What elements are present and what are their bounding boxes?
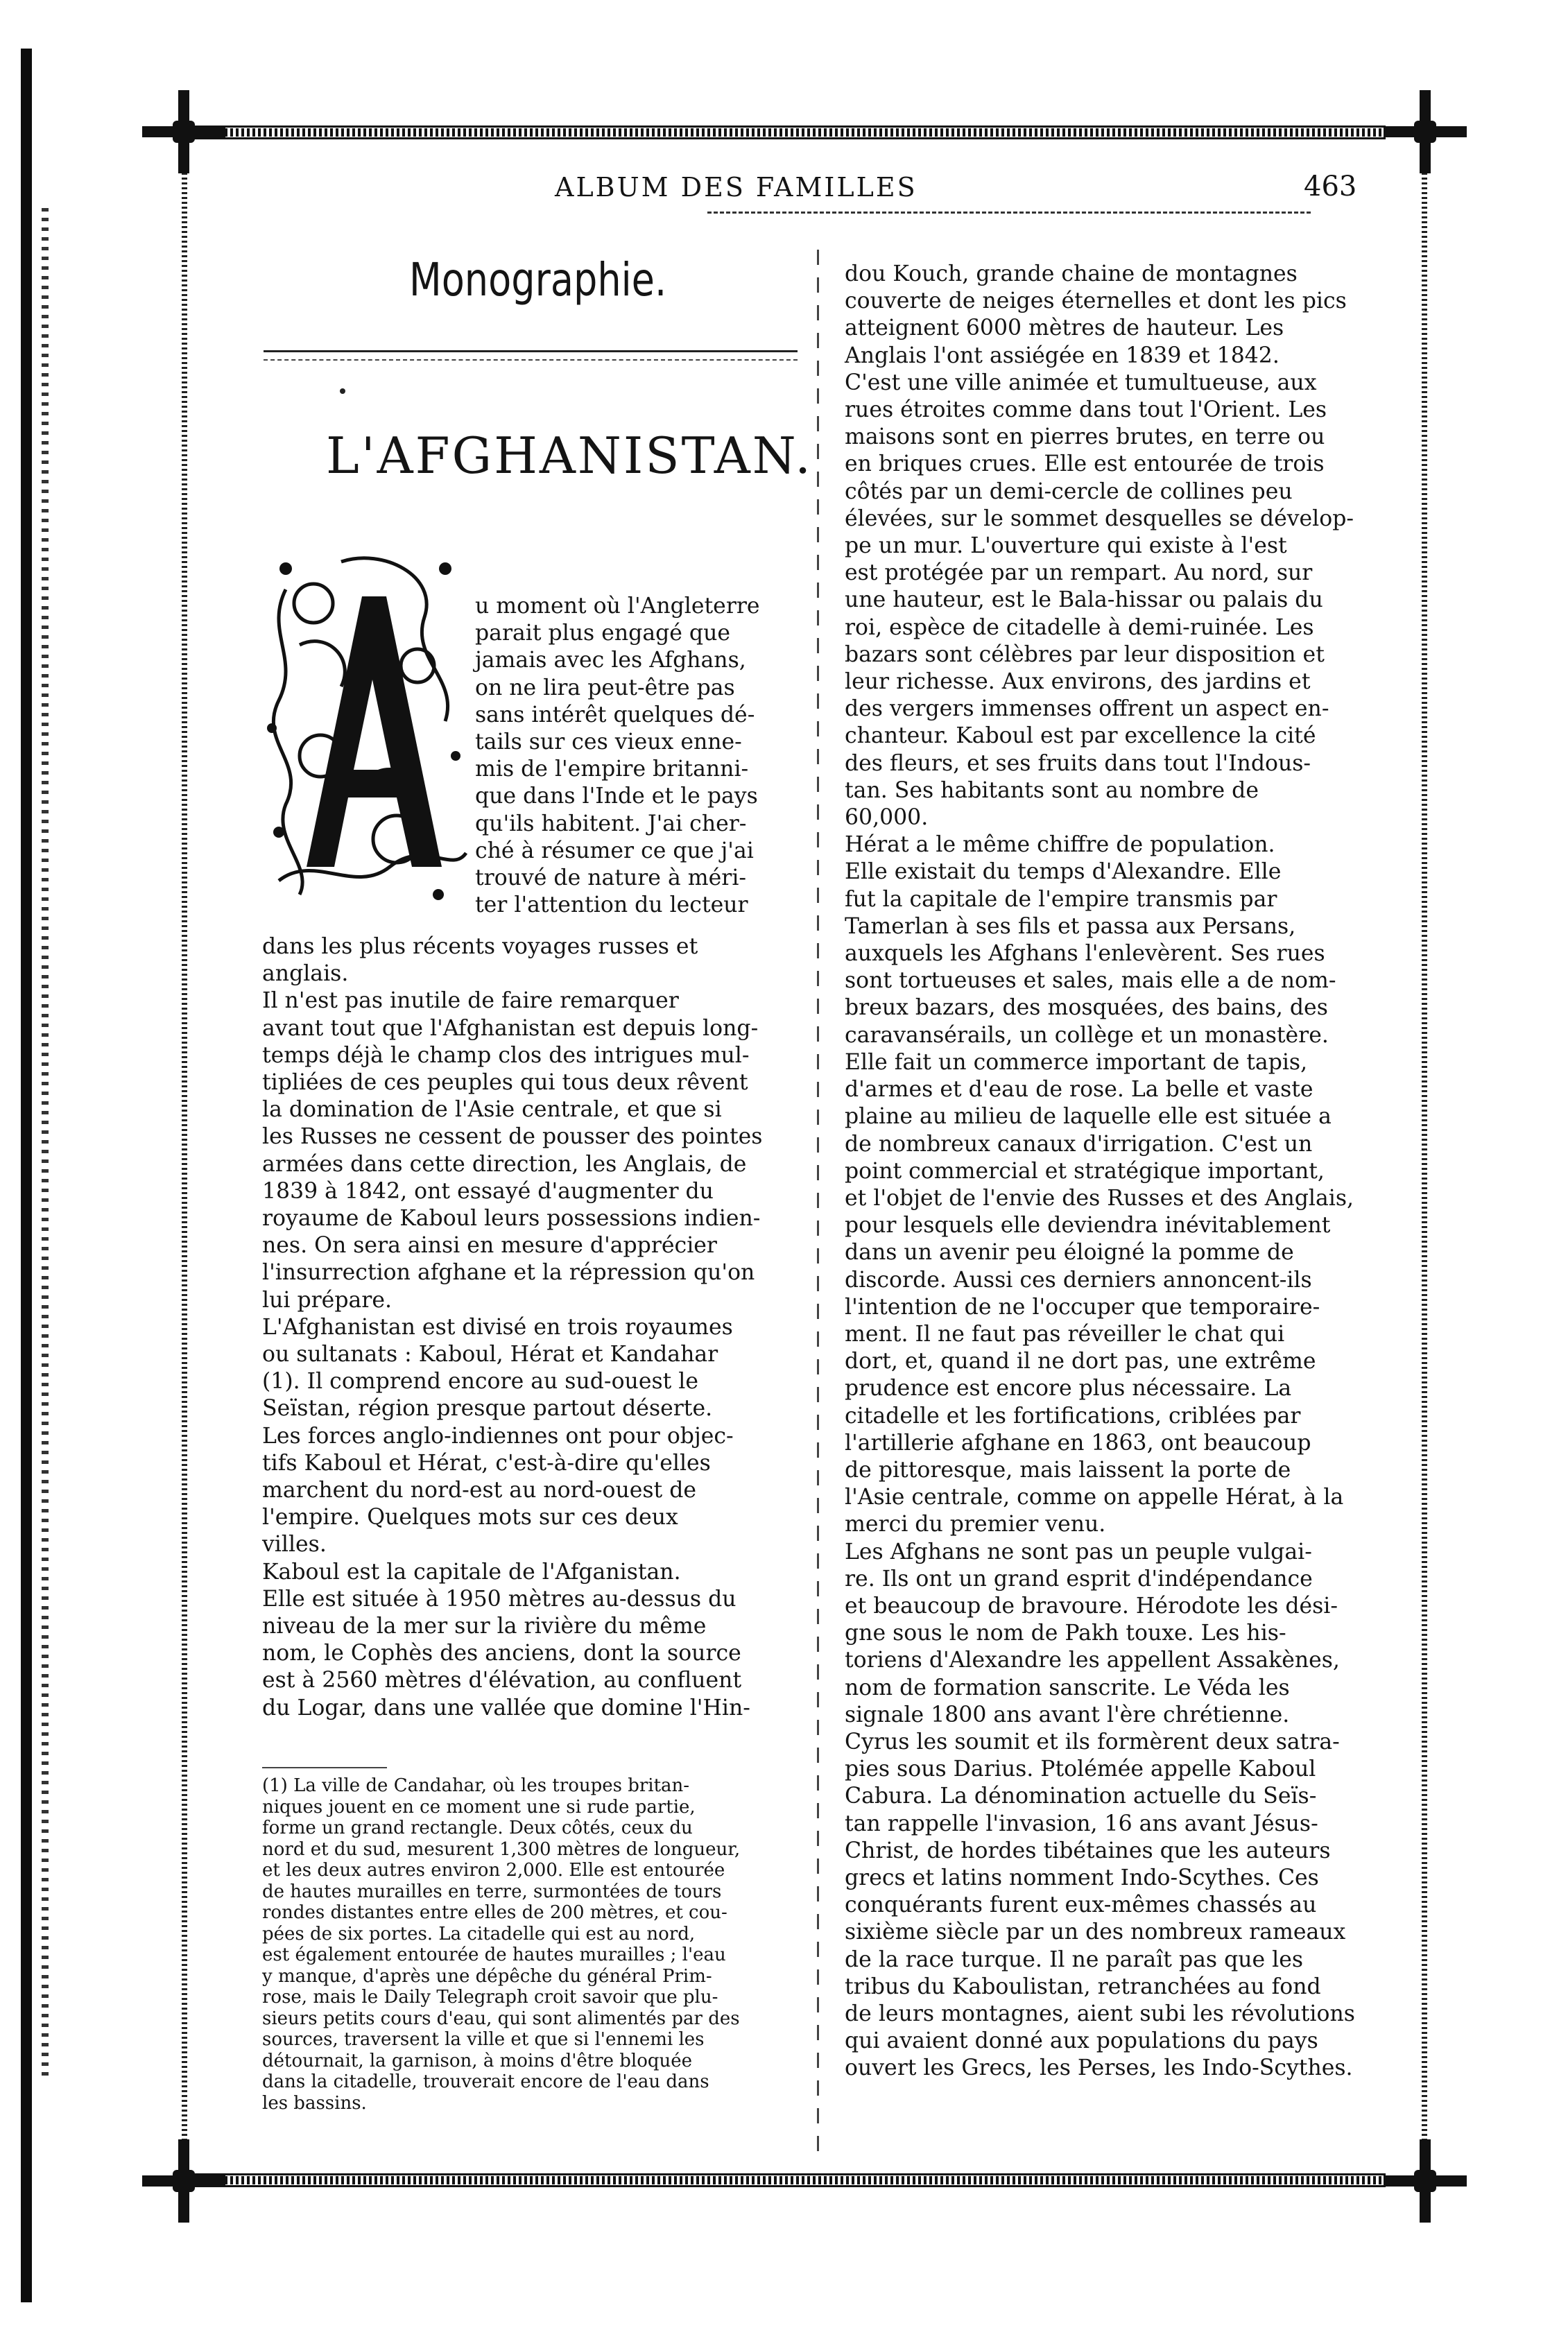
text-line: tan rappelle l'invasion, 16 ans avant Jésus- xyxy=(845,1811,1318,1836)
text-line: plaine au milieu de laquelle elle est située a xyxy=(845,1104,1332,1130)
left-margin-dotted-rule xyxy=(42,208,49,2080)
intro-text-beside-initial xyxy=(475,593,801,919)
text-line: leur richesse. Aux environs, des jardins et xyxy=(845,669,1311,695)
footnote-line: les bassins. xyxy=(262,2092,367,2114)
text-line: prudence est encore plus nécessaire. La xyxy=(845,1376,1292,1402)
text-line: Anglais l'ont assiégée en 1839 et 1842. xyxy=(845,343,1280,368)
article-title: L'AFGHANISTAN. xyxy=(326,426,813,485)
text-line: Hérat a le même chiffre de population. xyxy=(845,832,1275,858)
text-line: des vergers immenses offrent un aspect en- xyxy=(845,696,1329,722)
text-line: tan. Ses habitants sont au nombre de xyxy=(845,777,1259,803)
header-rule xyxy=(707,212,1311,216)
text-line: l'artillerie afghane en 1863, ont beaucoup xyxy=(845,1430,1311,1456)
text-line: Les forces anglo-indiennes ont pour objec- xyxy=(262,1423,734,1449)
text-line: Kaboul est la capitale de l'Afganistan. xyxy=(262,1559,681,1585)
text-line: dort, et, quand il ne dort pas, une extrême xyxy=(845,1349,1316,1374)
text-line: Elle est située à 1950 mètres au-dessus du xyxy=(262,1586,736,1612)
footnote-rule xyxy=(262,1767,387,1768)
text-line: toriens d'Alexandre les appellent Assakènes, xyxy=(845,1648,1340,1673)
frame-corner-ornament-bottom-left xyxy=(142,2139,225,2223)
text-line: l'intention de ne l'occuper que temporaire- xyxy=(845,1294,1320,1320)
text-line: est protégée par un rempart. Au nord, sur xyxy=(845,560,1313,586)
text-line: maisons sont en pierres brutes, en terre ou xyxy=(845,424,1325,450)
text-line: ouvert les Grecs, les Perses, les Indo-Scythes. xyxy=(845,2055,1353,2081)
footnote-line: sources, traversent la ville et que si l'ennemi les xyxy=(262,2029,705,2050)
text-line: roi, espèce de citadelle à demi-ruinée. Les xyxy=(845,614,1314,640)
text-line: anglais. xyxy=(262,961,349,987)
footnote-line: de hautes murailles en terre, surmontées de tours xyxy=(262,1881,722,1902)
text-line: discorde. Aussi ces derniers annoncent-ils xyxy=(845,1267,1312,1293)
left-margin-bar xyxy=(21,49,32,2302)
text-line: nes. On sera ainsi en mesure d'apprécier xyxy=(262,1233,717,1259)
text-line: l'empire. Quelques mots sur ces deux xyxy=(262,1505,678,1530)
footnote-line: pées de six portes. La citadelle qui est au nord, xyxy=(262,1923,696,1944)
text-line: tipliées de ces peuples qui tous deux rêvent xyxy=(262,1070,748,1096)
left-column-body xyxy=(262,933,800,1722)
text-line: élevées, sur le sommet desquelles se dévelop- xyxy=(845,506,1354,531)
frame-right-border xyxy=(1422,139,1427,2171)
text-line: et l'objet de l'envie des Russes et des Anglais, xyxy=(845,1185,1354,1211)
right-column-body xyxy=(845,261,1393,2082)
footnote-line: rondes distantes entre elles de 200 mètres, et cou- xyxy=(262,1902,727,1923)
text-line: d'armes et d'eau de rose. La belle et vaste xyxy=(845,1077,1313,1103)
text-line: de nombreux canaux d'irrigation. C'est un xyxy=(845,1131,1313,1157)
text-line: sont tortueuses et sales, mais elle a de nom- xyxy=(845,968,1336,994)
text-line: caravansérails, un collège et un monastère. xyxy=(845,1022,1329,1048)
text-line: 60,000. xyxy=(845,805,929,831)
text-line: ou sultanats : Kaboul, Hérat et Kandahar xyxy=(262,1342,718,1368)
text-line: Cyrus les soumit et ils formèrent deux satra- xyxy=(845,1729,1340,1754)
text-line: l'Asie centrale, comme on appelle Hérat, à la xyxy=(845,1485,1344,1510)
text-line: temps déjà le champ clos des intrigues mul- xyxy=(262,1042,750,1068)
footnote-line: rose, mais le Daily Telegraph croit savoir que plu- xyxy=(262,1987,718,2008)
text-line: grecs et latins nomment Indo-Scythes. Ces xyxy=(845,1865,1319,1890)
footnote-line: est également entourée de hautes murailles ; l'eau xyxy=(262,1944,726,1965)
footnote-line: niques jouent en ce moment une si rude partie, xyxy=(262,1796,696,1818)
text-line: Elle fait un commerce important de tapis, xyxy=(845,1049,1308,1075)
text-line: de leurs montagnes, aient subi les révolutions xyxy=(845,2001,1355,2026)
text-line: C'est une ville animée et tumultueuse, aux xyxy=(845,370,1317,395)
text-line: signale 1800 ans avant l'ère chrétienne. xyxy=(845,1702,1290,1727)
text-line: couverte de neiges éternelles et dont les pics xyxy=(845,288,1347,314)
section-title: Monographie. xyxy=(409,253,667,307)
text-line: rues étroites comme dans tout l'Orient. Les xyxy=(845,397,1327,423)
text-line: Cabura. La dénomination actuelle du Seïs- xyxy=(845,1784,1317,1809)
text-line: Les Afghans ne sont pas un peuple vulgai- xyxy=(845,1539,1312,1564)
text-line: parait plus engagé que xyxy=(475,621,731,646)
text-line: de la race turque. Il ne paraît pas que les xyxy=(845,1947,1304,1972)
text-line: pies sous Darius. Ptolémée appelle Kaboul xyxy=(845,1757,1316,1782)
text-line: breux bazars, des mosquées, des bains, des xyxy=(845,995,1328,1021)
text-line: auxquels les Afghans l'enlevèrent. Ses rues xyxy=(845,941,1325,967)
footnote-line: y manque, d'après une dépêche du général Prim- xyxy=(262,1965,712,1987)
text-line: atteignent 6000 mètres de hauteur. Les xyxy=(845,316,1284,341)
text-line: et beaucoup de bravoure. Hérodote les dési- xyxy=(845,1593,1338,1619)
text-line: nom de formation sanscrite. Le Véda les xyxy=(845,1675,1290,1700)
text-line: u moment où l'Angleterre xyxy=(475,594,760,619)
text-line: tails sur ces vieux enne- xyxy=(475,730,742,755)
text-line: mis de l'empire britanni- xyxy=(475,757,749,782)
footnote-line: détournait, la garnison, à moins d'être bloquée xyxy=(262,2050,693,2071)
text-line: citadelle et les fortifications, criblées par xyxy=(845,1403,1301,1429)
text-line: point commercial et stratégique important, xyxy=(845,1158,1325,1184)
text-line: qui avaient donné aux populations du pays xyxy=(845,2028,1318,2054)
text-line: trouvé de nature à méri- xyxy=(475,865,747,891)
text-line: villes. xyxy=(262,1532,327,1558)
frame-bottom-border xyxy=(186,2176,1386,2184)
frame-corner-ornament-top-right xyxy=(1384,90,1467,173)
text-line: avant tout que l'Afghanistan est depuis long- xyxy=(262,1015,759,1041)
text-line: on ne lira peut-être pas xyxy=(475,675,735,700)
text-line: est à 2560 mètres d'élévation, au confluent xyxy=(262,1668,742,1693)
text-line: de pittoresque, mais laissent la porte de xyxy=(845,1457,1291,1483)
text-line: une hauteur, est le Bala-hissar ou palais du xyxy=(845,587,1323,613)
text-line: royaume de Kaboul leurs possessions indien- xyxy=(262,1206,761,1232)
text-line: Christ, de hordes tibétaines que les auteurs xyxy=(845,1838,1331,1863)
footnote-line: forme un grand rectangle. Deux côtés, ceux du xyxy=(262,1818,693,1838)
frame-corner-ornament-top-left xyxy=(142,90,225,173)
text-line: dou Kouch, grande chaine de montagnes xyxy=(845,261,1298,286)
footnote-line: dans la citadelle, trouverait encore de l'eau dans xyxy=(262,2071,709,2092)
text-line: armées dans cette direction, les Anglais, de xyxy=(262,1151,747,1177)
text-line: 1839 à 1842, ont essayé d'augmenter du xyxy=(262,1178,714,1204)
ornament-dot xyxy=(340,388,345,394)
text-line: ché à résumer ce que j'ai xyxy=(475,838,754,863)
text-line: que dans l'Inde et le pays xyxy=(475,784,758,809)
text-line: des fleurs, et ses fruits dans tout l'Indous- xyxy=(845,750,1311,776)
text-line: niveau de la mer sur la rivière du même xyxy=(262,1614,707,1639)
text-line: en briques crues. Elle est entourée de trois xyxy=(845,451,1325,477)
text-line: Elle existait du temps d'Alexandre. Elle xyxy=(845,859,1282,885)
column-divider xyxy=(817,250,819,2157)
text-line: merci du premier venu. xyxy=(845,1512,1106,1537)
text-line: Seïstan, région presque partout déserte. xyxy=(262,1396,713,1422)
text-line: pour lesquels elle deviendra inévitablement xyxy=(845,1213,1331,1239)
text-line: nom, le Cophès des anciens, dont la source xyxy=(262,1641,741,1666)
text-line: côtés par un demi-cercle de collines peu xyxy=(845,478,1293,504)
footnote xyxy=(262,1775,800,2114)
text-line: conquérants furent eux-mêmes chassés au xyxy=(845,1892,1317,1918)
text-line: la domination de l'Asie centrale, et que si xyxy=(262,1097,722,1123)
text-line: tifs Kaboul et Hérat, c'est-à-dire qu'elles xyxy=(262,1450,711,1476)
footnote-line: (1) La ville de Candahar, où les troupes britan- xyxy=(262,1775,690,1796)
text-line: dans les plus récents voyages russes et xyxy=(262,934,698,959)
text-line: Il n'est pas inutile de faire remarquer xyxy=(262,988,679,1014)
text-line: l'insurrection afghane et la répression qu'on xyxy=(262,1260,755,1286)
text-line: (1). Il comprend encore au sud-ouest le xyxy=(262,1369,699,1395)
page-number: 463 xyxy=(1304,171,1357,202)
text-line: sixième siècle par un des nombreux rameaux xyxy=(845,1920,1346,1945)
title-rule xyxy=(264,350,798,361)
text-line: les Russes ne cessent de pousser des pointes xyxy=(262,1124,763,1150)
text-line: lui prépare. xyxy=(262,1287,392,1313)
footnote-line: et les deux autres environ 2,000. Elle est entourée xyxy=(262,1860,725,1881)
footnote-line: nord et du sud, mesurent 1,300 mètres de longueur, xyxy=(262,1838,741,1860)
text-line: bazars sont célèbres par leur disposition et xyxy=(845,641,1325,667)
decorated-initial-a-ornament xyxy=(258,548,472,908)
text-line: dans un avenir peu éloigné la pomme de xyxy=(845,1240,1294,1266)
text-line: sans intérêt quelques dé- xyxy=(475,702,755,727)
text-line: du Logar, dans une vallée que domine l'Hin- xyxy=(262,1695,750,1721)
text-line: marchent du nord-est au nord-ouest de xyxy=(262,1478,697,1503)
text-line: tribus du Kaboulistan, retranchées au fond xyxy=(845,1974,1321,1999)
text-line: qu'ils habitent. J'ai cher- xyxy=(475,811,747,836)
running-head: ALBUM DES FAMILLES xyxy=(555,172,917,202)
text-line: re. Ils ont un grand esprit d'indépendance xyxy=(845,1566,1313,1592)
footnote-line: sieurs petits cours d'eau, qui sont alimentés par des xyxy=(262,2008,740,2029)
text-line: chanteur. Kaboul est par excellence la cité xyxy=(845,723,1316,749)
text-line: gne sous le nom de Pakh touxe. Les his- xyxy=(845,1621,1286,1646)
frame-left-border xyxy=(182,139,187,2171)
frame-top-border xyxy=(186,128,1386,137)
text-line: L'Afghanistan est divisé en trois royaumes xyxy=(262,1314,733,1340)
text-line: jamais avec les Afghans, xyxy=(475,648,746,673)
frame-corner-ornament-bottom-right xyxy=(1384,2139,1467,2223)
text-line: pe un mur. L'ouverture qui existe à l'est xyxy=(845,533,1287,559)
text-line: Tamerlan à ses fils et passa aux Persans, xyxy=(845,913,1296,939)
text-line: ment. Il ne faut pas réveiller le chat qui xyxy=(845,1321,1285,1347)
text-line: ter l'attention du lecteur xyxy=(475,892,748,918)
text-line: fut la capitale de l'empire transmis par xyxy=(845,886,1277,912)
